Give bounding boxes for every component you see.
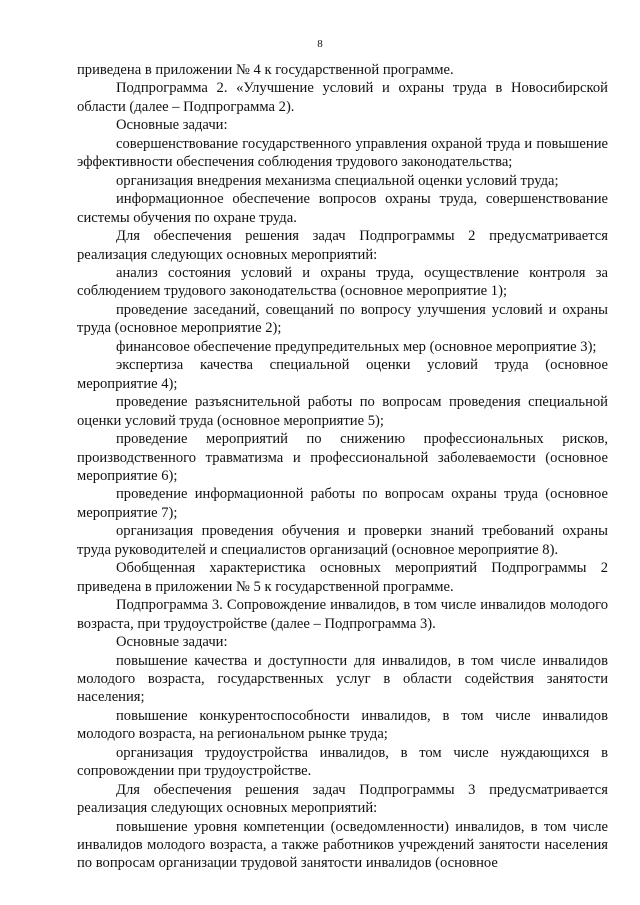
tasks-heading: Основные задачи: bbox=[116, 117, 228, 134]
measures-intro: Для обеспечения решения задач Подпрограммы 2 предусматривается реализация следующих основных мероприятий: bbox=[77, 228, 608, 263]
measure-item: проведение разъяснительной работы по вопросам проведения специальной оценки условий труда (основное мероприятие 5); bbox=[77, 394, 608, 429]
task-item: организация трудоустройства инвалидов, в том числе нуждающихся в сопровождении при трудоустройстве. bbox=[77, 744, 608, 780]
measure-item: финансовое обеспечение предупредительных мер (основное мероприятие 3); bbox=[116, 338, 597, 355]
measure-item: повышение уровня компетенции (осведомленности) инвалидов, в том числе инвалидов молодого возраста, а также работников учреждений занятости населения по вопросам организации трудовой занятости инвалидов (основное bbox=[77, 818, 608, 872]
measure-item: организация проведения обучения и проверки знаний требований охраны труда руководителей и специалистов организаций (основное мероприятие 8). bbox=[77, 523, 608, 558]
measure-item: анализ состояния условий и охраны труда, осуществление контроля за соблюдением трудового законодательства (основное мероприятие 1); bbox=[77, 264, 608, 300]
measure-item: экспертиза качества специальной оценки условий труда (основное мероприятие 4); bbox=[77, 357, 608, 392]
task-item: повышение конкурентоспособности инвалидов, в том числе инвалидов молодого возраста, на региональном рынке труда; bbox=[77, 707, 608, 743]
paragraph-continuation: приведена в приложении № 4 к государственной программе. bbox=[77, 62, 454, 78]
page-number: 8 bbox=[317, 38, 323, 50]
measure-item: проведение мероприятий по снижению профессиональных рисков, производственного травматизма и профессиональной заболеваемости (основное мероприятие 6); bbox=[77, 431, 608, 484]
summary-paragraph: Обобщенная характеристика основных мероприятий Подпрограммы 2 приведена в приложении № 5 к государственной программе. bbox=[77, 560, 608, 595]
subprogram-3-title: Подпрограмма 3. Сопровождение инвалидов, в том числе инвалидов молодого возраста, при трудоустройстве (далее – Подпрограмма 3). bbox=[77, 597, 608, 632]
measures-intro: Для обеспечения решения задач Подпрограммы 3 предусматривается реализация следующих основных мероприятий: bbox=[77, 781, 608, 817]
tasks-heading: Основные задачи: bbox=[116, 634, 228, 651]
measure-item: проведение информационной работы по вопросам охраны труда (основное мероприятие 7); bbox=[77, 486, 608, 521]
task-item: совершенствование государственного управления охраной труда и повышение эффективности обеспечения соблюдения трудового законодательства; bbox=[77, 135, 608, 171]
task-item: информационное обеспечение вопросов охраны труда, совершенствование системы обучения по охране труда. bbox=[77, 191, 608, 226]
subprogram-2-title: Подпрограмма 2. «Улучшение условий и охраны труда в Новосибирской области (далее – Подпрограмма 2). bbox=[77, 80, 608, 115]
task-item: организация внедрения механизма специальной оценки условий труда; bbox=[116, 172, 559, 189]
measure-item: проведение заседаний, совещаний по вопросу улучшения условий и охраны труда (основное мероприятие 2); bbox=[77, 301, 608, 337]
task-item: повышение качества и доступности для инвалидов, в том числе инвалидов молодого возраста, государственных услуг в области содействия занятости населения; bbox=[77, 652, 608, 706]
document-body bbox=[77, 61, 608, 873]
